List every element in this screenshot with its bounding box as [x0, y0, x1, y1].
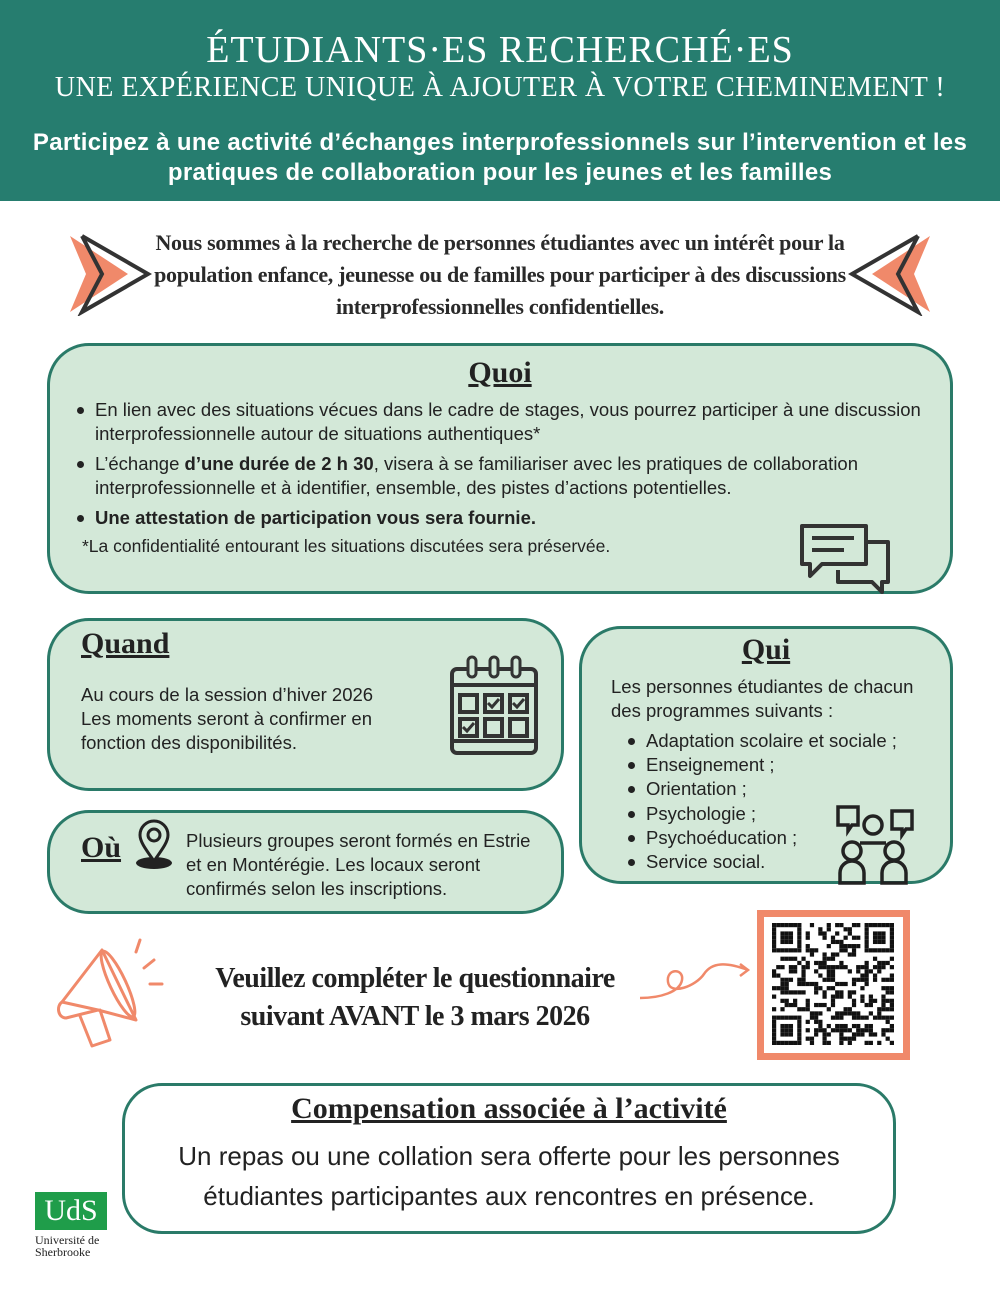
- location-pin-icon: [134, 819, 174, 871]
- cta-line-2: suivant AVANT le 3 mars 2026: [240, 1001, 590, 1032]
- quoi-bullet-3: Une attestation de participation vous sera fournie.: [95, 507, 537, 528]
- program-item: Psychoéducation ;: [626, 826, 946, 850]
- qui-title: Qui: [741, 633, 791, 666]
- compensation-title: Compensation associée à l’activité: [291, 1092, 727, 1125]
- calendar-icon: [448, 653, 540, 757]
- program-item: Enseignement ;: [626, 753, 946, 777]
- cta-text: [180, 960, 650, 1036]
- qui-box: [579, 626, 953, 884]
- qr-code[interactable]: [757, 910, 910, 1060]
- quand-line-1: Au cours de la session d’hiver 2026: [81, 684, 374, 705]
- quoi-box: [47, 343, 953, 594]
- cta-line-1: Veuillez compléter le questionnaire: [215, 963, 615, 994]
- intro-text: Nous sommes à la recherche de personnes étudiantes avec un intérêt pour la population enfance, jeunesse ou de familles pour participer à des discussions interprofessionnelles confidentielles.: [154, 230, 846, 319]
- compensation-text: Un repas ou une collation sera offerte pour les personnes étudiantes participantes aux rencontres en présence.: [178, 1141, 840, 1211]
- arrow-right-icon: [68, 232, 154, 316]
- page-subtitle: UNE EXPÉRIENCE UNIQUE À AJOUTER À VOTRE CHEMINEMENT !: [54, 72, 946, 103]
- page-title: ÉTUDIANTS·ES RECHERCHÉ·ES: [206, 29, 794, 71]
- quoi-bullet-1: En lien avec des situations vécues dans le cadre de stages, vous pourrez participer à une discussion interprofessionnelle autour de situations authentiques*: [95, 399, 921, 444]
- ou-box: [47, 810, 564, 914]
- list-item: [75, 452, 925, 500]
- program-item: Adaptation scolaire et sociale ;: [626, 729, 946, 753]
- logo-name: Université de Sherbrooke: [35, 1233, 100, 1259]
- curly-arrow-icon: [636, 958, 756, 1008]
- tagline: Participez à une activité d’échanges interprofessionnels sur l’intervention et les pratiques de collaboration pour les jeunes et les familles: [32, 129, 968, 186]
- logo-mark: UdS: [35, 1192, 107, 1230]
- arrow-left-icon: [846, 232, 932, 316]
- program-item: Service social.: [626, 850, 946, 874]
- qui-intro: Les personnes étudiantes de chacun des programmes suivants :: [611, 676, 914, 721]
- confidentiality-note: *La confidentialité entourant les situations discutées sera préservée.: [82, 536, 611, 556]
- group-discussion-icon: [834, 803, 916, 885]
- program-item: Orientation ;: [626, 777, 946, 801]
- chat-bubbles-icon: [798, 522, 894, 594]
- megaphone-icon: [50, 932, 170, 1054]
- quoi-bullet-2-post: , visera à se familiariser avec les pratiques de collaboration interprofessionnelle et à identifier, ensemble, des pistes d’actions potentielles.: [95, 453, 859, 498]
- quoi-bullet-2-pre: L’échange: [95, 453, 185, 474]
- ou-title: Où: [81, 831, 122, 864]
- quoi-bullet-2-bold: d’une durée de 2 h 30: [184, 453, 374, 474]
- program-item: Psychologie ;: [626, 802, 946, 826]
- qr-code-pattern: [772, 923, 894, 1045]
- ou-text: Plusieurs groupes seront formés en Estrie et en Montérégie. Les locaux seront confirmés selon les inscriptions.: [186, 830, 531, 899]
- quand-title: Quand: [81, 627, 170, 660]
- quand-line-2: Les moments seront à confirmer en fonction des disponibilités.: [81, 708, 372, 753]
- header-banner: [0, 0, 1000, 201]
- quoi-title: Quoi: [468, 356, 532, 389]
- uds-logo: [35, 1192, 107, 1258]
- quand-box: [47, 618, 564, 791]
- compensation-box: [122, 1083, 896, 1234]
- list-item: [75, 398, 925, 446]
